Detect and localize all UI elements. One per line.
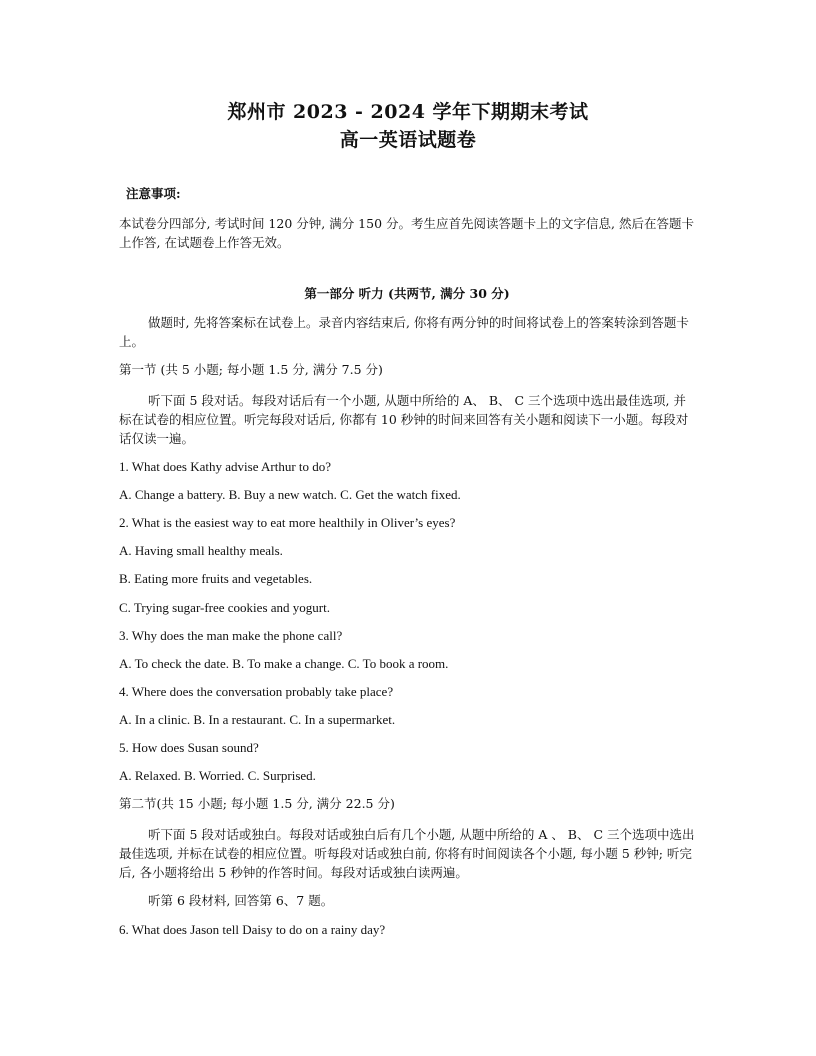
exam-title-line-2: 高一英语试题卷	[339, 129, 477, 151]
material-6-label: 听第 6 段材料, 回答第 6、7 题。	[148, 893, 334, 908]
question-3: 3. Why does the man make the phone call?	[119, 628, 343, 643]
section1-heading: 第一节 (共 5 小题; 每小题 1.5 分, 满分 7.5 分)	[119, 362, 383, 377]
question-2-option-a: A. Having small healthy meals.	[119, 543, 283, 558]
question-5-options: A. Relaxed. B. Worried. C. Surprised.	[119, 768, 316, 783]
section2-heading: 第二节(共 15 小题; 每小题 1.5 分, 满分 22.5 分)	[119, 796, 395, 811]
notice-heading: 注意事项:	[126, 186, 181, 201]
question-4-options: A. In a clinic. B. In a restaurant. C. In a supermarket.	[119, 712, 396, 727]
question-3-options: A. To check the date. B. To make a change. C. To book a room.	[119, 656, 449, 671]
section2-instruction: 听下面 5 段对话或独白。每段对话或独白后有几个小题, 从题中所给的 A 、 B、 C 三个选项中选出最佳选项, 并标在试卷的相应位置。听每段对话或独白前, 你将有时间阅读各个小题, 每小题 5 秒钟; 听完后, 各小题将给出 5 秒钟的作答时间。每段对话或独白读两遍。	[119, 827, 695, 880]
part1-instruction: 做题时, 先将答案标在试卷上。录音内容结束后, 你将有两分钟的时间将试卷上的答案转涂到答题卡上。	[119, 315, 689, 349]
question-4: 4. Where does the conversation probably take place?	[119, 684, 394, 699]
exam-title-line-1: 郑州市 2023 - 2024 学年下期期末考试	[227, 101, 589, 123]
exam-title	[0, 98, 816, 154]
question-1: 1. What does Kathy advise Arthur to do?	[119, 459, 332, 474]
question-2: 2. What is the easiest way to eat more healthily in Oliver’s eyes?	[119, 515, 456, 530]
section1-instruction: 听下面 5 段对话。每段对话后有一个小题, 从题中所给的 A、 B、 C 三个选项中选出最佳选项, 并标在试卷的相应位置。听完每段对话后, 你都有 10 秒钟的时间来回答有关小题和阅读下一小题。每段对话仅读一遍。	[119, 393, 689, 446]
question-2-option-c: C. Trying sugar-free cookies and yogurt.	[119, 600, 330, 615]
question-1-options: A. Change a battery. B. Buy a new watch. C. Get the watch fixed.	[119, 487, 461, 502]
notice-body: 本试卷分四部分, 考试时间 120 分钟, 满分 150 分。考生应首先阅读答题卡上的文字信息, 然后在答题卡上作答, 在试题卷上作答无效。	[119, 216, 694, 250]
question-6: 6. What does Jason tell Daisy to do on a rainy day?	[119, 922, 386, 937]
question-2-option-b: B. Eating more fruits and vegetables.	[119, 571, 313, 586]
question-5: 5. How does Susan sound?	[119, 740, 259, 755]
part1-heading: 第一部分 听力 (共两节, 满分 30 分)	[304, 286, 510, 301]
